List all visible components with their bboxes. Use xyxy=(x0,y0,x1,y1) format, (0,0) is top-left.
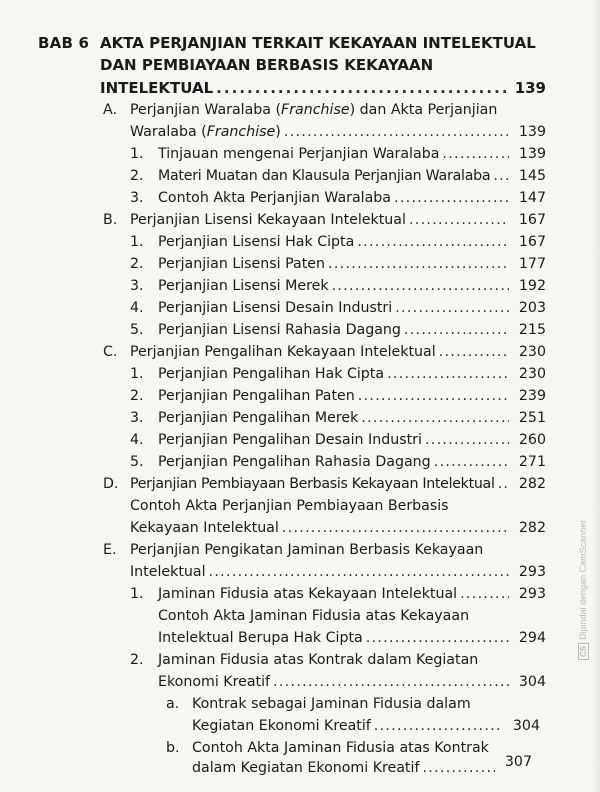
sub-item-marker: a. xyxy=(166,696,180,712)
entry-text: Contoh Akta Jaminan Fidusia atas Kontrak xyxy=(192,740,489,756)
dot-leader xyxy=(425,430,509,450)
camscanner-logo-icon: CS xyxy=(578,643,589,660)
entry-page: 192 xyxy=(518,278,546,294)
entry-page: 251 xyxy=(518,410,546,426)
toc-entry xyxy=(192,716,540,736)
dot-leader xyxy=(209,562,509,582)
entry-text: Perjanjian Pengalihan Desain Industri xyxy=(158,432,422,448)
page-edge-shadow xyxy=(592,0,600,792)
dot-leader xyxy=(422,758,495,778)
section-a-item-1-marker: 1. xyxy=(130,146,144,162)
dot-leader xyxy=(460,584,509,604)
italic-term: Franchise xyxy=(206,124,276,140)
dot-leader xyxy=(493,166,509,186)
item-marker: 4. xyxy=(130,432,144,448)
entry-page: 203 xyxy=(518,300,546,316)
entry-text: Perjanjian Pengalihan Rahasia Dagang xyxy=(158,454,431,470)
section-a-item-2-marker: 2. xyxy=(130,168,144,184)
entry-page: 230 xyxy=(518,366,546,382)
entry-text: Contoh Akta Perjanjian Waralaba xyxy=(158,190,392,206)
dot-leader xyxy=(434,452,509,472)
entry-page: 293 xyxy=(518,586,546,602)
text-part: Perjanjian Waralaba ( xyxy=(130,102,282,118)
section-e-marker: E. xyxy=(103,542,117,558)
item-marker: 3. xyxy=(130,278,144,294)
section-c-marker: C. xyxy=(103,344,118,360)
dot-leader xyxy=(374,716,503,736)
entry-page: 282 xyxy=(518,476,546,492)
toc-entry xyxy=(158,386,546,406)
dot-leader xyxy=(394,188,509,208)
entry-text: Materi Muatan dan Klausula Perjanjian Waralaba xyxy=(158,168,491,184)
item-marker: 1. xyxy=(130,586,144,602)
section-a-item-3-marker: 3. xyxy=(130,190,144,206)
section-d-sub-row xyxy=(130,518,546,538)
toc-entry xyxy=(158,144,546,164)
toc-entry xyxy=(158,452,546,472)
entry-page: 147 xyxy=(518,190,546,206)
chapter-title-row xyxy=(100,78,546,98)
entry-text: Perjanjian Lisensi Desain Industri xyxy=(158,300,393,316)
entry-text: Perjanjian Lisensi Hak Cipta xyxy=(158,234,355,250)
section-b-marker: B. xyxy=(103,212,118,228)
entry-page: 260 xyxy=(518,432,546,448)
section-d-marker: D. xyxy=(103,476,119,492)
entry-page: 271 xyxy=(518,454,546,470)
section-d-row xyxy=(130,474,546,494)
entry-text: Intelektual xyxy=(130,564,206,580)
entry-text: Perjanjian Lisensi Merek xyxy=(158,278,329,294)
entry-page: 145 xyxy=(518,168,546,184)
dot-leader xyxy=(409,210,509,230)
entry-page: 304 xyxy=(512,718,540,734)
entry-text: Perjanjian Lisensi Rahasia Dagang xyxy=(158,322,401,338)
dot-leader xyxy=(395,298,509,318)
item-marker: 1. xyxy=(130,366,144,382)
dot-leader xyxy=(282,518,509,538)
item-marker: 5. xyxy=(130,454,144,470)
entry-text: Perjanjian Pengalihan Paten xyxy=(158,388,355,404)
chapter-title-line-3: INTELEKTUAL xyxy=(100,79,214,97)
dot-leader xyxy=(273,672,509,692)
dot-leader xyxy=(366,628,509,648)
dot-leader xyxy=(284,122,509,142)
item-marker: 1. xyxy=(130,234,144,250)
item-marker: 2. xyxy=(130,388,144,404)
entry-page: 307 xyxy=(504,754,532,770)
entry-page: 230 xyxy=(518,344,546,360)
sub-item-marker: b. xyxy=(166,740,180,756)
text-part: ) xyxy=(275,124,281,140)
section-e-line-1: Perjanjian Pengikatan Jaminan Berbasis Kekayaan xyxy=(130,542,484,558)
toc-entry xyxy=(158,188,546,208)
item-marker: 2. xyxy=(130,652,144,668)
entry-text: Perjanjian Pengalihan Hak Cipta xyxy=(158,366,385,382)
section-d-sub-line-1: Contoh Akta Perjanjian Pembiayaan Berbasis xyxy=(130,498,449,514)
entry-text: Kekayaan Intelektual xyxy=(130,520,279,536)
toc-entry xyxy=(192,754,532,778)
chapter-label: BAB 6 xyxy=(38,34,90,52)
toc-entry xyxy=(158,430,546,450)
entry-page: 167 xyxy=(518,212,546,228)
dot-leader xyxy=(361,408,509,428)
entry-text: dalam Kegiatan Ekonomi Kreatif xyxy=(192,760,420,776)
dot-leader xyxy=(358,386,509,406)
item-marker: 3. xyxy=(130,410,144,426)
text-part: Waralaba ( xyxy=(130,124,207,140)
entry-text: Intelektual Berupa Hak Cipta xyxy=(158,630,363,646)
entry-text: Tinjauan mengenai Perjanjian Waralaba xyxy=(158,146,440,162)
toc-entry xyxy=(158,232,546,252)
entry-text: Jaminan Fidusia atas Kekayaan Intelektual xyxy=(158,586,458,602)
dot-leader xyxy=(404,320,509,340)
entry-page: 239 xyxy=(518,388,546,404)
toc-entry xyxy=(158,166,546,186)
entry-text: Ekonomi Kreatif xyxy=(158,674,271,690)
watermark-text: Dipindai dengan CamScanner xyxy=(578,519,588,640)
item-marker: 5. xyxy=(130,322,144,338)
entry-text: Kontrak sebagai Jaminan Fidusia dalam xyxy=(192,696,471,712)
section-a-line-1 xyxy=(130,100,497,120)
dot-leader xyxy=(442,144,509,164)
section-a-page: 139 xyxy=(518,124,546,140)
entry-text: Kegiatan Ekonomi Kreatif xyxy=(192,718,371,734)
entry-page: 139 xyxy=(518,146,546,162)
toc-entry xyxy=(158,298,546,318)
dot-leader xyxy=(387,364,509,384)
section-b-row xyxy=(130,210,546,230)
dot-leader xyxy=(439,342,509,362)
entry-page: 294 xyxy=(518,630,546,646)
entry-page: 215 xyxy=(518,322,546,338)
entry-text: Jaminan Fidusia atas Kontrak dalam Kegiatan xyxy=(158,652,479,668)
chapter-page: 139 xyxy=(514,79,546,97)
toc-entry xyxy=(158,672,546,692)
entry-page: 293 xyxy=(518,564,546,580)
section-a-marker: A. xyxy=(103,102,117,118)
section-a-line-2 xyxy=(130,122,281,142)
chapter-title-line-1: AKTA PERJANJIAN TERKAIT KEKAYAAN INTELEKTUAL xyxy=(100,34,536,52)
section-e-row xyxy=(130,562,546,582)
item-marker: 2. xyxy=(130,256,144,272)
toc-entry xyxy=(158,320,546,340)
toc-entry xyxy=(158,276,546,296)
entry-text: Perjanjian Lisensi Kekayaan Intelektual xyxy=(130,212,406,228)
section-a-row xyxy=(130,122,546,142)
toc-entry xyxy=(158,628,546,648)
toc-entry xyxy=(158,254,546,274)
dot-leader xyxy=(328,254,509,274)
dot-leader xyxy=(357,232,509,252)
entry-page: 304 xyxy=(518,674,546,690)
toc-entry xyxy=(158,584,546,604)
entry-page: 177 xyxy=(518,256,546,272)
entry-text: Perjanjian Pengalihan Merek xyxy=(158,410,359,426)
chapter-title-line-2: DAN PEMBIAYAAN BERBASIS KEKAYAAN xyxy=(100,56,434,74)
dot-leader xyxy=(332,276,509,296)
dot-leader xyxy=(498,474,509,494)
entry-page: 282 xyxy=(518,520,546,536)
item-marker: 4. xyxy=(130,300,144,316)
entry-text: Perjanjian Lisensi Paten xyxy=(158,256,326,272)
entry-text: Perjanjian Pengalihan Kekayaan Intelektual xyxy=(130,344,436,360)
scanner-watermark xyxy=(578,520,589,660)
section-c-row xyxy=(130,342,546,362)
entry-page: 167 xyxy=(518,234,546,250)
entry-text: Contoh Akta Jaminan Fidusia atas Kekayaan xyxy=(158,608,470,624)
dot-leader xyxy=(216,78,509,98)
italic-term: Franchise xyxy=(281,102,350,118)
toc-entry xyxy=(158,364,546,384)
entry-text: Perjanjian Pembiayaan Berbasis Kekayaan Intelektual xyxy=(130,476,495,492)
text-part: ) dan Akta Perjanjian xyxy=(349,102,498,118)
toc-entry xyxy=(158,408,546,428)
